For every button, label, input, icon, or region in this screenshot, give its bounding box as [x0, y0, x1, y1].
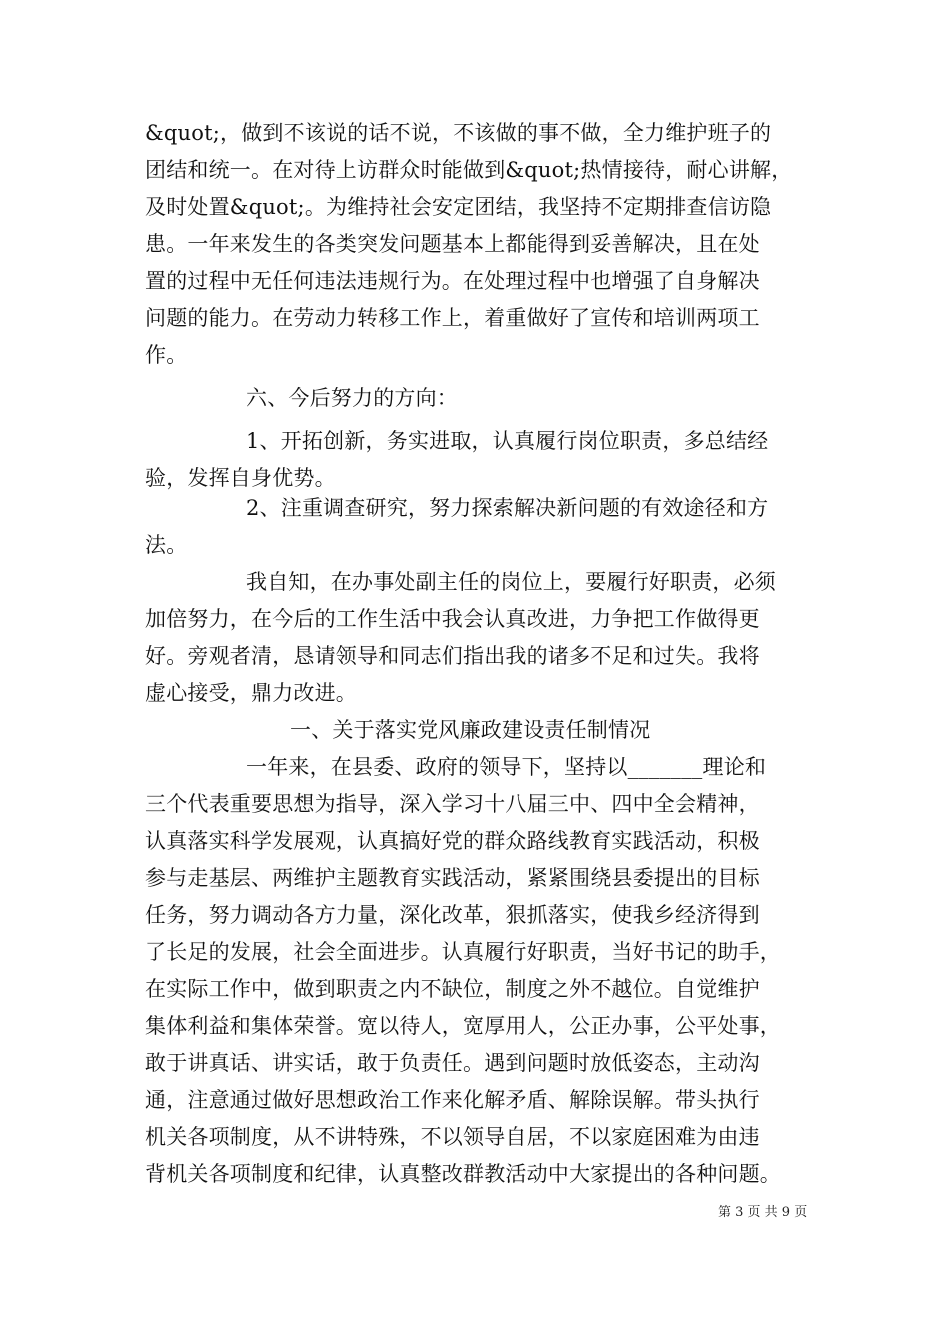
paragraph-line: 好。旁观者清，恳请领导和同志们指出我的诸多不足和过失。我将 — [145, 644, 760, 668]
paragraph-line: 背机关各项制度和纪律，认真整改群教活动中大家提出的各种问题。 — [145, 1162, 781, 1186]
paragraph-line: 验，发挥自身优势。 — [145, 466, 336, 490]
paragraph-line: 通，注意通过做好思想政治工作来化解矛盾、解除误解。带头执行 — [145, 1088, 760, 1112]
paragraph-line: 我自知，在办事处副主任的岗位上，要履行好职责，必须 — [246, 570, 776, 594]
page-number-footer: 第 3 页 共 9 页 — [718, 1205, 808, 1220]
paragraph-line: 置的过程中无任何违法违规行为。在处理过程中也增强了自身解决 — [145, 269, 760, 293]
list-item: 2、注重调查研究，努力探索解决新问题的有效途径和方 — [246, 496, 769, 520]
paragraph-line: 一年来，在县委、政府的领导下，坚持以_______理论和 — [246, 755, 767, 779]
paragraph-line: 认真落实科学发展观，认真搞好党的群众路线教育实践活动，积极 — [145, 829, 760, 853]
paragraph-line: 患。一年来发生的各类突发问题基本上都能得到妥善解决，且在处 — [145, 232, 760, 256]
paragraph-line: 作。 — [145, 343, 188, 367]
paragraph-line: 团结和统一。在对待上访群众时能做到&quot;热情接待，耐心讲解， — [145, 158, 793, 182]
paragraph-line: 三个代表重要思想为指导，深入学习十八届三中、四中全会精神， — [145, 792, 760, 816]
paragraph-line: 参与走基层、两维护主题教育实践活动，紧紧围绕县委提出的目标 — [145, 866, 760, 890]
paragraph-line: 法。 — [145, 533, 188, 557]
paragraph-line: 任务，努力调动各方力量，深化改革，狠抓落实，使我乡经济得到 — [145, 903, 760, 927]
section-heading: 一、关于落实党风廉政建设责任制情况 — [290, 718, 651, 742]
section-heading: 六、今后努力的方向： — [246, 386, 458, 410]
paragraph-line: 了长足的发展，社会全面进步。认真履行好职责，当好书记的助手， — [145, 940, 781, 964]
paragraph-line: 机关各项制度，从不讲特殊，不以领导自居，不以家庭困难为由违 — [145, 1125, 760, 1149]
paragraph-line: 加倍努力，在今后的工作生活中我会认真改进，力争把工作做得更 — [145, 607, 760, 631]
paragraph-line: 虚心接受，鼎力改进。 — [145, 681, 357, 705]
paragraph-line: 及时处置&quot;。为维持社会安定团结，我坚持不定期排查信访隐 — [145, 195, 772, 219]
list-item: 1、开拓创新，务实进取，认真履行岗位职责，多总结经 — [246, 429, 769, 453]
paragraph-line: 问题的能力。在劳动力转移工作上，着重做好了宣传和培训两项工 — [145, 306, 760, 330]
paragraph-line: &quot;，做到不该说的话不说，不该做的事不做，全力维护班子的 — [145, 121, 772, 145]
paragraph-line: 在实际工作中，做到职责之内不缺位，制度之外不越位。自觉维护 — [145, 977, 760, 1001]
paragraph-line: 敢于讲真话、讲实话，敢于负责任。遇到问题时放低姿态，主动沟 — [145, 1051, 760, 1075]
paragraph-line: 集体利益和集体荣誉。宽以待人，宽厚用人，公正办事，公平处事， — [145, 1014, 781, 1038]
